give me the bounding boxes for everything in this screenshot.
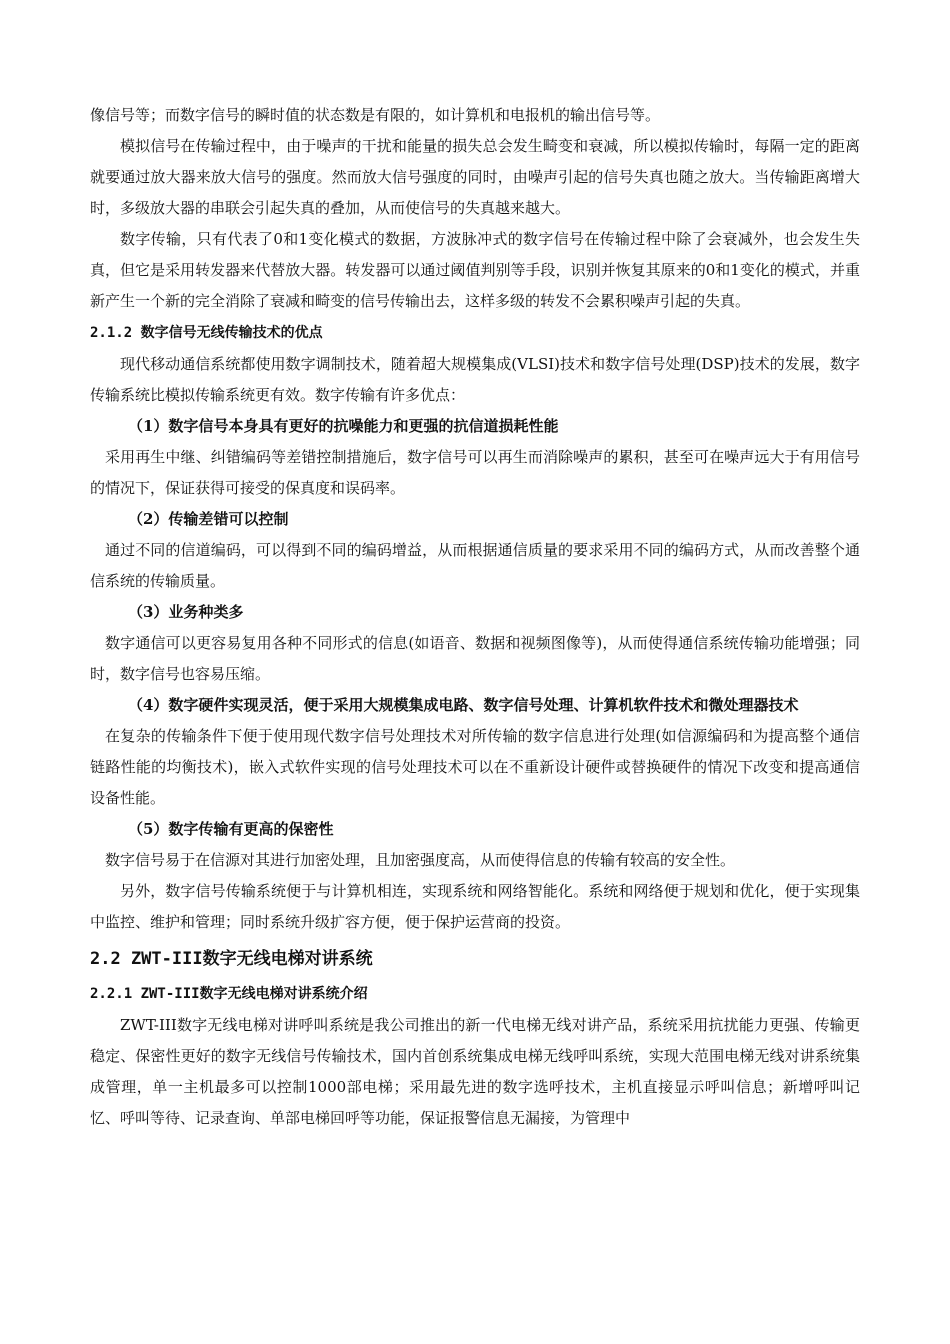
paragraph-advantages-closing: 另外，数字信号传输系统便于与计算机相连，实现系统和网络智能化。系统和网络便于规划和优化，便于实现集中监控、维护和管理；同时系统升级扩容方便，便于保护运营商的投资。 xyxy=(90,882,860,931)
paragraph-advantages-intro: 现代移动通信系统都使用数字调制技术，随着超大规模集成(VLSI)技术和数字信号处理(DSP)技术的发展，数字传输系统比模拟传输系统更有效。数字传输有许多优点： xyxy=(90,355,860,404)
section-heading-2-2-1: 2.2.1 ZWT-III数字无线电梯对讲系统介绍 xyxy=(90,986,368,1002)
advantage-2-title: （2）传输差错可以控制 xyxy=(128,510,289,528)
advantage-4-title: （4）数字硬件实现灵活，便于采用大规模集成电路、数字信号处理、计算机软件技术和微处理器技术 xyxy=(128,696,799,714)
paragraph-signal-states: 像信号等；而数字信号的瞬时值的状态数是有限的，如计算机和电报机的输出信号等。 xyxy=(90,106,661,124)
advantage-1-body: 采用再生中继、纠错编码等差错控制措施后，数字信号可以再生而消除噪声的累积，甚至可在噪声远大于有用信号的情况下，保证获得可接受的保真度和误码率。 xyxy=(90,448,860,497)
advantage-1-title: （1）数字信号本身具有更好的抗噪能力和更强的抗信道损耗性能 xyxy=(128,417,559,435)
paragraph-analog-transmission: 模拟信号在传输过程中，由于噪声的干扰和能量的损失总会发生畸变和衰减，所以模拟传输时，每隔一定的距离就要通过放大器来放大信号的强度。然而放大信号强度的同时，由噪声引起的信号失真也随之放大。当传输距离增大时，多级放大器的串联会引起失真的叠加，从而使信号的失真越来越大。 xyxy=(90,137,860,217)
document-page xyxy=(90,100,860,1134)
advantage-5-title: （5）数字传输有更高的保密性 xyxy=(128,820,334,838)
advantage-4-body: 在复杂的传输条件下便于使用现代数字信号处理技术对所传输的数字信息进行处理(如信源编码和为提高整个通信链路性能的均衡技术)，嵌入式软件实现的信号处理技术可以在不重新设计硬件或替换硬件的情况下改变和提高通信设备性能。 xyxy=(90,727,860,807)
section-heading-2-1-2: 2.1.2 数字信号无线传输技术的优点 xyxy=(90,325,323,341)
advantage-3-body: 数字通信可以更容易复用各种不同形式的信息(如语音、数据和视频图像等)，从而使得通信系统传输功能增强；同时，数字信号也容易压缩。 xyxy=(90,634,860,683)
advantage-3-title: （3）业务种类多 xyxy=(128,603,244,621)
paragraph-digital-transmission: 数字传输，只有代表了0和1变化模式的数据，方波脉冲式的数字信号在传输过程中除了会衰减外，也会发生失真，但它是采用转发器来代替放大器。转发器可以通过阈值判别等手段，识别并恢复其原来的0和1变化的模式，并重新产生一个新的完全消除了衰减和畸变的信号传输出去，这样多级的转发不会累积噪声引起的失真。 xyxy=(90,230,860,310)
section-heading-2-2: 2.2 ZWT-III数字无线电梯对讲系统 xyxy=(90,949,373,969)
advantage-5-body: 数字信号易于在信源对其进行加密处理，且加密强度高，从而使得信息的传输有较高的安全性。 xyxy=(105,851,736,869)
advantage-2-body: 通过不同的信道编码，可以得到不同的编码增益，从而根据通信质量的要求采用不同的编码方式，从而改善整个通信系统的传输质量。 xyxy=(90,541,860,590)
paragraph-zwt-iii-intro: ZWT-III数字无线电梯对讲呼叫系统是我公司推出的新一代电梯无线对讲产品，系统采用抗扰能力更强、传输更稳定、保密性更好的数字无线信号传输技术，国内首创系统集成电梯无线呼叫系统，实现大范围电梯无线对讲系统集成管理，单一主机最多可以控制1000部电梯；采用最先进的数字选呼技术，主机直接显示呼叫信息；新增呼叫记忆、呼叫等待、记录查询、单部电梯回呼等功能，保证报警信息无漏接，为管理中 xyxy=(90,1016,860,1127)
